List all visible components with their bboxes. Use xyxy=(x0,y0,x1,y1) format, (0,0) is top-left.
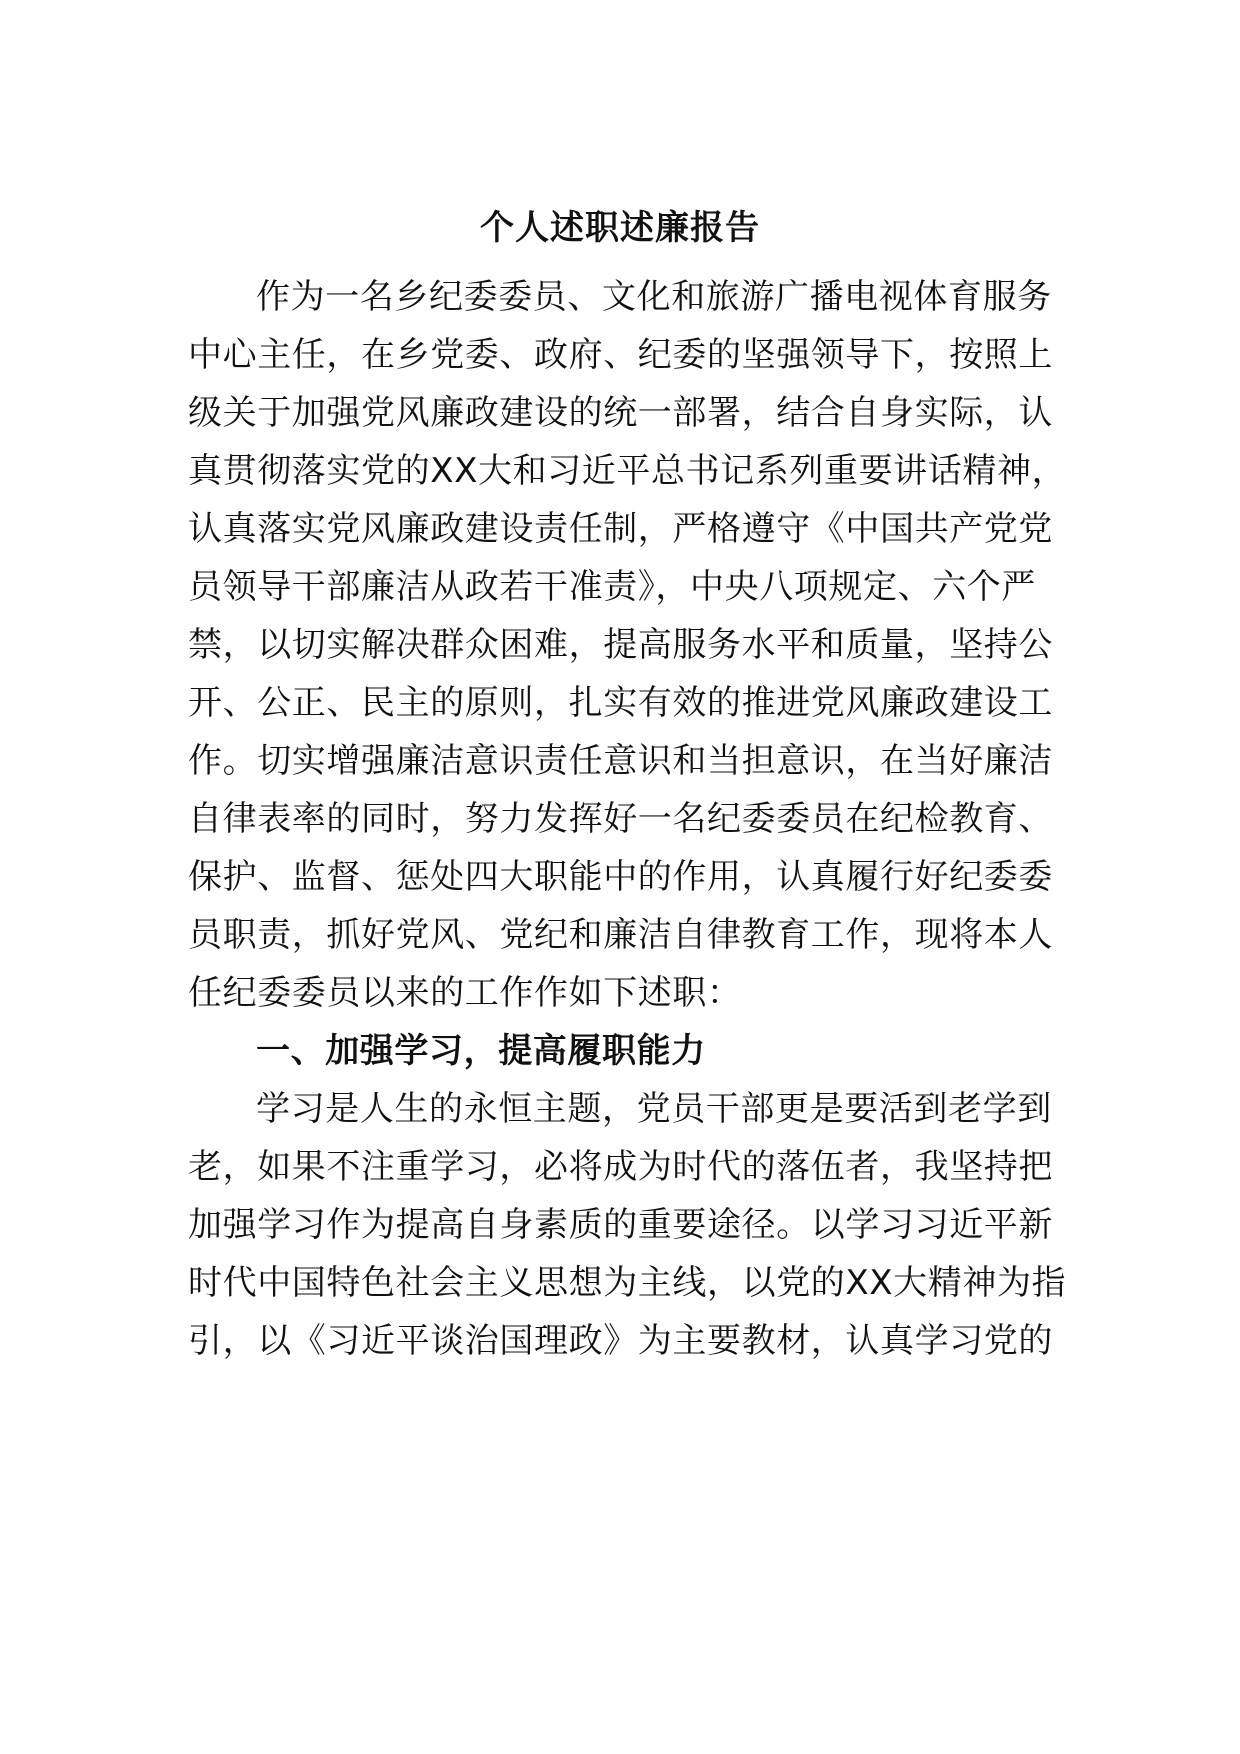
paragraph-1-line: 员领导干部廉洁从政若干准责》，中央八项规定、六个严 xyxy=(188,567,1036,607)
paragraph-2-line: 时代中国特色社会主义思想为主线，以党的XX大精神为指 xyxy=(188,1263,1067,1303)
paragraph-1-line: 开、公正、民主的原则，扎实有效的推进党风廉政建设工 xyxy=(188,683,1053,723)
document-title: 个人述职述廉报告 xyxy=(480,208,760,248)
paragraph-2-line: 老，如果不注重学习，必将成为时代的落伍者，我坚持把 xyxy=(188,1147,1053,1187)
paragraph-1-line: 中心主任，在乡党委、政府、纪委的坚强领导下，按照上 xyxy=(188,335,1053,375)
paragraph-2-line: 引，以《习近平谈治国理政》为主要教材，认真学习党的 xyxy=(188,1321,1053,1361)
paragraph-1-line: 员职责，抓好党风、党纪和廉洁自律教育工作，现将本人 xyxy=(188,915,1053,955)
paragraph-1-line: 作。切实增强廉洁意识责任意识和当担意识，在当好廉洁 xyxy=(188,741,1053,781)
paragraph-1-line: 禁，以切实解决群众困难，提高服务水平和质量，坚持公 xyxy=(188,625,1053,665)
paragraph-1-line: 真贯彻落实党的XX大和习近平总书记系列重要讲话精神， xyxy=(188,451,1067,491)
paragraph-2-line: 加强学习作为提高自身素质的重要途径。以学习习近平新 xyxy=(188,1205,1053,1245)
paragraph-1-line: 任纪委委员以来的工作作如下述职： xyxy=(188,973,742,1013)
section-heading: 一、加强学习，提高履职能力 xyxy=(256,1031,706,1071)
paragraph-1-line: 认真落实党风廉政建设责任制，严格遵守《中国共产党党 xyxy=(188,509,1053,549)
paragraph-1-line: 自律表率的同时，努力发挥好一名纪委委员在纪检教育、 xyxy=(188,799,1053,839)
paragraph-1-line: 保护、监督、惩处四大职能中的作用，认真履行好纪委委 xyxy=(188,857,1053,897)
paragraph-1-line: 作为一名乡纪委委员、文化和旅游广播电视体育服务 xyxy=(256,277,1052,317)
paragraph-2-line: 学习是人生的永恒主题，党员干部更是要活到老学到 xyxy=(256,1089,1052,1129)
paragraph-1-line: 级关于加强党风廉政建设的统一部署，结合自身实际，认 xyxy=(188,393,1053,433)
